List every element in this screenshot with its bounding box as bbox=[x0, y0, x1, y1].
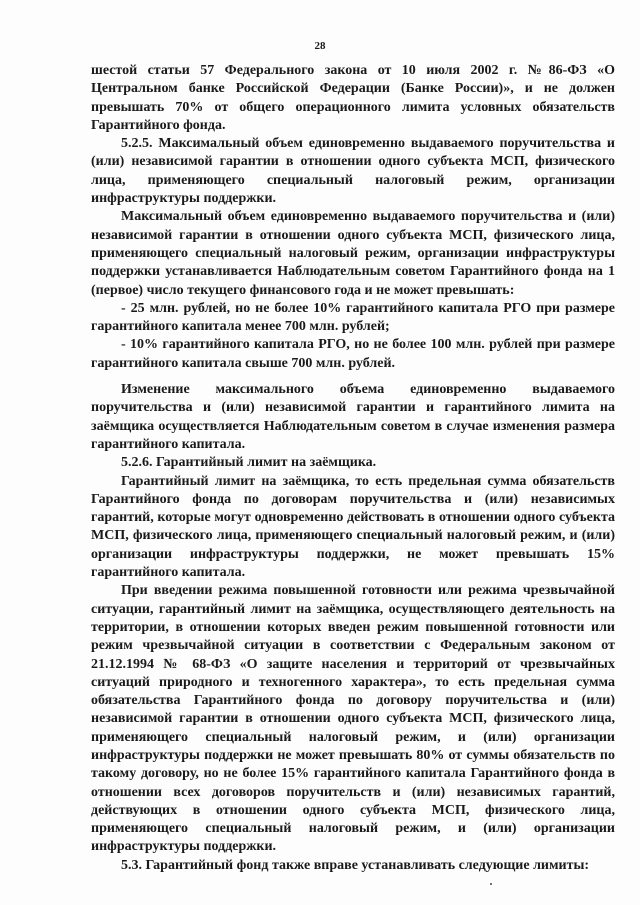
paragraph-section-5-3: 5.3. Гарантийный фонд также вправе устанавливать следующие лимиты: bbox=[121, 857, 590, 873]
list-item-limit-2: - 10% гарантийного капитала РГО, но не более 100 млн. рублей при размере гарантийного капитала свыше 700 млн. рублей. bbox=[91, 337, 615, 371]
paragraph-continuation: шестой статьи 57 Федерального закона от 10 июля 2002 г. №86-ФЗ «О Центральном банке Российской Федерации (Банке России)», и не должен превышать 70% от общего операционного лимита условных обязательств Гарантийного фонда. bbox=[91, 63, 615, 133]
paragraph-emergency-regime: При введении режима повышенной готовности или режима чрезвычайной ситуации, гарантийный лимит на заёмщика, осуществляющего деятельность на территории, в отношении которых введен режим повышенной готовности или режим чрезвычайной ситуации в соответствии с Федеральным законом от 21.12.1994 № 68-ФЗ «О защите населения и территорий от чрезвычайных ситуаций природного и техногенного характера», то есть предельная сумма обязательства Гарантийного фонда по договору поручительства и (или) независимой гарантии в отношении одного субъекта МСП, физического лица, применяющего специальный налоговый режим, и (или) организации инфраструктуры поддержки не может превышать 80% от суммы обязательств по такому договору, но не более 15% гарантийного капитала Гарантийного фонда в отношении всех договоров поручительств и (или) независимых гарантий, действующих в отношении одного субъекта МСП, физического лица, применяющего специальный налоговый режим, и (или) организации инфраструктуры поддержки. bbox=[91, 583, 615, 855]
paragraph-max-volume: Максимальный объем единовременно выдаваемого поручительства и (или) независимой гарантии в отношении одного субъекта МСП, физического лица, применяющего специальный налоговый режим, организации инфраструктуры поддержки устанавливается Наблюдательным советом Гарантийного фонда на 1 (первое) число текущего финансового года и не может превышать: bbox=[91, 209, 615, 298]
list-item-limit-1: - 25 млн. рублей, но не более 10% гарантийного капитала РГО при размере гарантийного капитала менее 700 млн. рублей; bbox=[91, 300, 615, 335]
page-number: 28 bbox=[314, 40, 326, 52]
paragraph-change-limit: Изменение максимального объема единовременно выдаваемого поручительства и (или) независимой гарантии и гарантийного лимита на заёмщика осуществляется Наблюдательным советом в случае изменения размера гарантийного капитала. bbox=[91, 382, 615, 452]
paragraph-section-5-2-5-heading: 5.2.5. Максимальный объем единовременно выдаваемого поручительства и (или) независимой гарантии в отношении одного субъекта МСП, физического лица, применяющего специальный налоговый режим, организации инфраструктуры поддержки. bbox=[91, 136, 615, 207]
paragraph-borrower-limit: Гарантийный лимит на заёмщика, то есть предельная сумма обязательств Гарантийного фонда по договорам поручительства и (или) независимых гарантий, которые могут одновременно действовать в отношении одного субъекта МСП, физического лица, применяющего специальный налоговый режим, и (или) организации инфраструктуры поддержки, не может превышать 15% гарантийного капитала. bbox=[91, 473, 615, 581]
paragraph-section-5-2-6-heading: 5.2.6. Гарантийный лимит на заёмщика. bbox=[121, 455, 377, 471]
scan-speck bbox=[490, 883, 492, 885]
document-body bbox=[91, 62, 615, 875]
